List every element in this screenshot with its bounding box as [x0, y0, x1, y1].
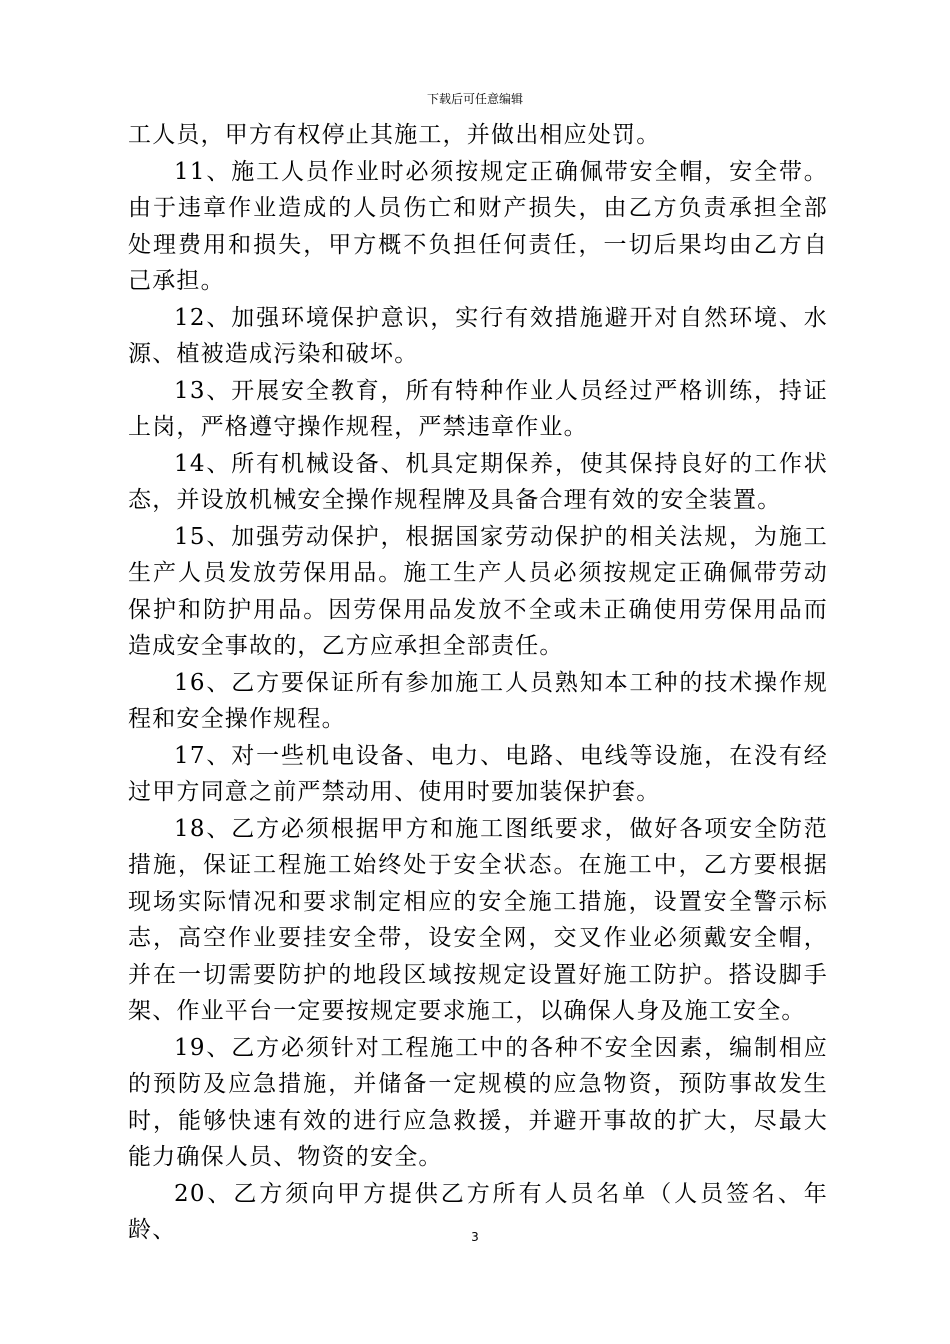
paragraph-item-18: 18、乙方必须根据甲方和施工图纸要求，做好各项安全防范措施，保证工程施工始终处于安全状态。在施工中，乙方要根据现场实际情况和要求制定相应的安全施工措施，设置安全警示标志，高空作业要挂安全带，设安全网，交叉作业必须戴安全帽，并在一切需要防护的地段区域按规定设置好施工防护。搭设脚手架、作业平台一定要按规定要求施工，以确保人身及施工安全。 [128, 815, 828, 1024]
page-header-note: 下载后可任意编辑 [426, 92, 523, 106]
paragraph-item-13: 13、开展安全教育，所有特种作业人员经过严格训练，持证上岗，严格遵守操作规程，严禁违章作业。 [128, 377, 828, 440]
paragraph-item-12: 12、加强环境保护意识，实行有效措施避开对自然环境、水源、植被造成污染和破坏。 [128, 304, 828, 367]
page-number: 3 [471, 1230, 479, 1244]
paragraph-item-19: 19、乙方必须针对工程施工中的各种不安全因素，编制相应的预防及应急措施，并储备一定规模的应急物资，预防事故发生时，能够快速有效的进行应急救援，并避开事故的扩大，尽最大能力确保人员、物资的安全。 [128, 1034, 828, 1170]
paragraph-item-15: 15、加强劳动保护，根据国家劳动保护的相关法规，为施工生产人员发放劳保用品。施工生产人员必须按规定正确佩带劳动保护和防护用品。因劳保用品发放不全或未正确使用劳保用品而造成安全事故的，乙方应承担全部责任。 [128, 523, 828, 659]
paragraph-item-11: 11、施工人员作业时必须按规定正确佩带安全帽，安全带。由于违章作业造成的人员伤亡和财产损失，由乙方负责承担全部处理费用和损失，甲方概不负担任何责任，一切后果均由乙方自己承担。 [128, 158, 828, 294]
paragraph-item-16: 16、乙方要保证所有参加施工人员熟知本工种的技术操作规程和安全操作规程。 [128, 669, 828, 732]
paragraph-item-20: 20、乙方须向甲方提供乙方所有人员名单（人员签名、年龄、 [128, 1180, 828, 1243]
paragraph-item-14: 14、所有机械设备、机具定期保养，使其保持良好的工作状态，并设放机械安全操作规程牌及具备合理有效的安全装置。 [128, 450, 828, 513]
document-body [128, 117, 828, 1249]
paragraph-item-17: 17、对一些机电设备、电力、电路、电线等设施，在没有经过甲方同意之前严禁动用、使用时要加装保护套。 [128, 742, 828, 805]
paragraph-continuation: 工人员，甲方有权停止其施工，并做出相应处罚。 [128, 122, 661, 148]
